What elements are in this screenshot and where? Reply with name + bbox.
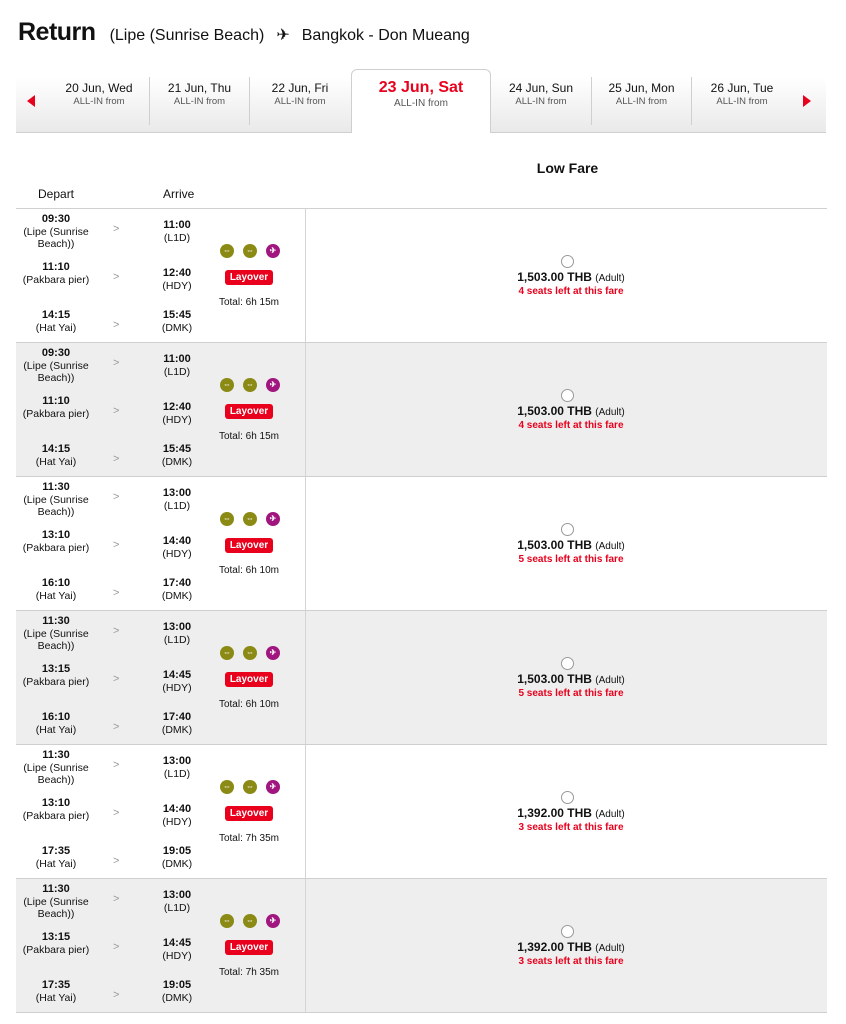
departure-place: (Lipe (Sunrise Beach)) — [23, 895, 89, 920]
departure-info — [18, 213, 94, 251]
fare-amount: 1,503.00 THB — [517, 404, 592, 418]
fare-passenger-type: (Adult) — [595, 943, 625, 954]
fare-passenger-type: (Adult) — [595, 541, 625, 552]
departure-time: 09:30 — [41, 213, 71, 225]
arrival-time: 13:00 — [162, 621, 192, 633]
arrival-code: (DMK) — [161, 455, 193, 468]
departure-place: (Hat Yai) — [35, 723, 77, 736]
origin-label: (Lipe (Sunrise Beach) — [109, 27, 265, 44]
departure-time: 11:30 — [42, 481, 70, 493]
date-tab-sub: ALL-IN from — [515, 96, 567, 107]
fare-radio-button[interactable] — [561, 925, 574, 938]
departure-time: 17:35 — [41, 979, 71, 991]
departure-info — [18, 261, 94, 286]
arrival-time: 14:40 — [162, 803, 192, 815]
departure-place: (Hat Yai) — [35, 321, 77, 334]
departure-info — [18, 883, 94, 921]
layover-badge[interactable]: Layover — [225, 672, 273, 687]
date-tab-label: 21 Jun, Thu — [167, 81, 232, 95]
arrival-time: 14:40 — [162, 535, 192, 547]
departure-info — [18, 749, 94, 787]
fare-radio-button[interactable] — [561, 791, 574, 804]
date-selector — [16, 69, 826, 133]
arrival-time: 13:00 — [162, 487, 192, 499]
boat-icon: ⇔ — [220, 646, 234, 660]
date-tab-25-jun[interactable] — [592, 77, 692, 125]
fare-passenger-type: (Adult) — [595, 809, 625, 820]
date-tab-24-jun[interactable] — [491, 77, 592, 125]
arrival-info — [156, 937, 198, 962]
arrival-info — [156, 669, 198, 694]
date-tab-label: 25 Jun, Mon — [608, 81, 675, 95]
fare-amount: 1,392.00 THB — [517, 806, 592, 820]
date-tab-sub: ALL-IN from — [274, 96, 326, 107]
arrival-code: (L1D) — [163, 633, 191, 646]
bus-icon: ⇔ — [243, 646, 257, 660]
arrival-code: (L1D) — [163, 365, 191, 378]
arrival-time: 17:40 — [162, 577, 192, 589]
transport-icons — [220, 378, 280, 392]
departure-place: (Hat Yai) — [35, 589, 77, 602]
arrival-code: (DMK) — [161, 723, 193, 736]
date-tab-label: 26 Jun, Tue — [710, 81, 774, 95]
date-tab-label: 22 Jun, Fri — [271, 81, 329, 95]
arrival-code: (HDY) — [162, 815, 192, 828]
page-title: Return — [18, 18, 96, 46]
departure-time: 14:15 — [41, 443, 71, 455]
boat-icon: ⇔ — [220, 378, 234, 392]
total-duration: Total: 6h 15m — [218, 297, 280, 308]
fare-amount: 1,392.00 THB — [517, 940, 592, 954]
total-duration: Total: 7h 35m — [218, 967, 280, 978]
transport-icons — [220, 780, 280, 794]
fare-passenger-type: (Adult) — [595, 407, 625, 418]
arrival-code: (HDY) — [162, 547, 192, 560]
fare-price — [456, 538, 686, 552]
bus-icon: ⇔ — [243, 914, 257, 928]
chevron-right-icon: > — [113, 453, 120, 465]
chevron-right-icon: > — [113, 587, 120, 599]
flight-details — [16, 611, 306, 744]
layover-badge[interactable]: Layover — [225, 940, 273, 955]
departure-time: 09:30 — [41, 347, 71, 359]
layover-badge[interactable]: Layover — [225, 806, 273, 821]
arrival-time: 11:00 — [163, 219, 191, 231]
chevron-right-icon: > — [113, 759, 120, 771]
departure-info — [18, 615, 94, 653]
arrival-code: (HDY) — [162, 413, 192, 426]
fare-passenger-type: (Adult) — [595, 273, 625, 284]
departure-place: (Lipe (Sunrise Beach)) — [23, 493, 89, 518]
flight-details — [16, 343, 306, 476]
fare-radio-button[interactable] — [561, 255, 574, 268]
date-tab-sub: ALL-IN from — [394, 98, 448, 109]
flight-details — [16, 879, 306, 1012]
arrival-info — [156, 487, 198, 512]
arrival-code: (DMK) — [161, 589, 193, 602]
chevron-right-icon: > — [113, 223, 120, 235]
departure-place: (Hat Yai) — [35, 991, 77, 1004]
departure-place: (Lipe (Sunrise Beach)) — [23, 225, 89, 250]
arrival-time: 12:40 — [162, 401, 192, 413]
chevron-right-icon: > — [113, 491, 120, 503]
fare-price — [456, 806, 686, 820]
arrival-time: 11:00 — [163, 353, 191, 365]
flight-icon: ✈ — [266, 780, 280, 794]
arrival-code: (DMK) — [161, 991, 193, 1004]
departure-place: (Pakbara pier) — [22, 541, 90, 554]
chevron-right-icon: > — [113, 539, 120, 551]
arrival-info — [156, 535, 198, 560]
date-tab-sub: ALL-IN from — [716, 96, 768, 107]
arrive-header: Arrive — [163, 187, 195, 201]
destination-label: Bangkok - Don Mueang — [301, 27, 470, 44]
fare-price — [456, 404, 686, 418]
flight-icon: ✈ — [266, 244, 280, 258]
date-tab-22-jun[interactable] — [250, 77, 350, 125]
arrival-info — [156, 755, 198, 780]
chevron-right-icon: > — [113, 855, 120, 867]
seats-left-notice: 4 seats left at this fare — [518, 286, 624, 297]
departure-place: (Pakbara pier) — [22, 809, 90, 822]
chevron-right-icon: > — [113, 625, 120, 637]
fare-passenger-type: (Adult) — [595, 675, 625, 686]
arrival-info — [156, 845, 198, 870]
departure-info — [18, 309, 94, 334]
boat-icon: ⇔ — [220, 512, 234, 526]
transport-icons — [220, 244, 280, 258]
departure-place: (Pakbara pier) — [22, 273, 90, 286]
flight-icon: ✈ — [266, 646, 280, 660]
arrival-time: 12:40 — [162, 267, 192, 279]
arrival-code: (DMK) — [161, 857, 193, 870]
arrival-info — [156, 889, 198, 914]
bus-icon: ⇔ — [243, 244, 257, 258]
arrival-info — [156, 443, 198, 468]
arrival-info — [156, 711, 198, 736]
chevron-right-icon: > — [113, 319, 120, 331]
total-duration: Total: 6h 10m — [218, 699, 280, 710]
next-date-arrow-icon[interactable] — [803, 95, 811, 107]
seats-left-notice: 5 seats left at this fare — [518, 554, 624, 565]
chevron-right-icon: > — [113, 271, 120, 283]
flight-row[interactable] — [16, 879, 827, 1013]
arrival-info — [156, 577, 198, 602]
flight-icon: ✈ — [266, 378, 280, 392]
fare-radio-button[interactable] — [561, 389, 574, 402]
date-tab-label: 24 Jun, Sun — [508, 81, 574, 95]
chevron-right-icon: > — [113, 941, 120, 953]
date-tab-sub: ALL-IN from — [73, 96, 125, 107]
departure-info — [18, 711, 94, 736]
arrival-info — [156, 353, 198, 378]
flight-row[interactable] — [16, 209, 827, 343]
departure-place: (Hat Yai) — [35, 455, 77, 468]
seats-left-notice: 3 seats left at this fare — [518, 822, 624, 833]
departure-time: 16:10 — [41, 577, 71, 589]
arrival-code: (HDY) — [162, 681, 192, 694]
arrival-time: 15:45 — [162, 443, 192, 455]
flight-row[interactable] — [16, 477, 827, 611]
date-tab-label: 20 Jun, Wed — [65, 81, 133, 95]
departure-time: 13:10 — [41, 529, 71, 541]
arrival-code: (HDY) — [162, 279, 192, 292]
departure-time: 11:10 — [42, 261, 70, 273]
layover-badge[interactable]: Layover — [225, 270, 273, 285]
arrival-info — [156, 219, 198, 244]
arrival-info — [156, 803, 198, 828]
fare-price — [456, 940, 686, 954]
departure-time: 13:15 — [41, 931, 71, 943]
transport-icons — [220, 646, 280, 660]
departure-place: (Lipe (Sunrise Beach)) — [23, 761, 89, 786]
boat-icon: ⇔ — [220, 780, 234, 794]
flight-row[interactable] — [16, 745, 827, 879]
flight-icon: ✈ — [266, 914, 280, 928]
departure-place: (Pakbara pier) — [22, 943, 90, 956]
fare-amount: 1,503.00 THB — [517, 538, 592, 552]
arrival-info — [156, 621, 198, 646]
arrival-code: (L1D) — [163, 499, 191, 512]
arrival-time: 14:45 — [162, 669, 192, 681]
departure-place: (Pakbara pier) — [22, 407, 90, 420]
departure-place: (Hat Yai) — [35, 857, 77, 870]
flight-details — [16, 477, 306, 610]
total-duration: Total: 6h 10m — [218, 565, 280, 576]
departure-place: (Pakbara pier) — [22, 675, 90, 688]
departure-info — [18, 481, 94, 519]
chevron-right-icon: > — [113, 989, 120, 1001]
low-fare-header: Low Fare — [536, 160, 599, 176]
departure-place: (Lipe (Sunrise Beach)) — [23, 627, 89, 652]
transport-icons — [220, 512, 280, 526]
arrival-time: 17:40 — [162, 711, 192, 723]
departure-info — [18, 979, 94, 1004]
seats-left-notice: 5 seats left at this fare — [518, 688, 624, 699]
chevron-right-icon: > — [113, 893, 120, 905]
departure-info — [18, 931, 94, 956]
layover-badge[interactable]: Layover — [225, 538, 273, 553]
arrival-code: (L1D) — [163, 231, 191, 244]
arrival-code: (L1D) — [163, 767, 191, 780]
departure-info — [18, 443, 94, 468]
bus-icon: ⇔ — [243, 378, 257, 392]
arrival-code: (L1D) — [163, 901, 191, 914]
arrival-time: 14:45 — [162, 937, 192, 949]
departure-info — [18, 797, 94, 822]
departure-time: 13:15 — [41, 663, 71, 675]
departure-time: 11:30 — [42, 749, 70, 761]
fare-radio-button[interactable] — [561, 657, 574, 670]
arrival-code: (DMK) — [161, 321, 193, 334]
total-duration: Total: 6h 15m — [218, 431, 280, 442]
date-tab-sub: ALL-IN from — [615, 96, 668, 107]
date-tab-21-jun[interactable] — [150, 77, 250, 125]
prev-date-arrow-icon[interactable] — [27, 95, 35, 107]
chevron-right-icon: > — [113, 721, 120, 733]
seats-left-notice: 4 seats left at this fare — [518, 420, 624, 431]
seats-left-notice: 3 seats left at this fare — [518, 956, 624, 967]
plane-icon: ✈ — [276, 27, 290, 44]
departure-time: 11:10 — [42, 395, 70, 407]
departure-time: 11:30 — [42, 883, 70, 895]
flight-icon: ✈ — [266, 512, 280, 526]
arrival-info — [156, 401, 198, 426]
arrival-time: 15:45 — [162, 309, 192, 321]
layover-badge[interactable]: Layover — [225, 404, 273, 419]
boat-icon: ⇔ — [220, 244, 234, 258]
bus-icon: ⇔ — [243, 512, 257, 526]
page-header — [18, 18, 470, 48]
transport-icons — [220, 914, 280, 928]
fare-price — [456, 270, 686, 284]
departure-place: (Lipe (Sunrise Beach)) — [23, 359, 89, 384]
fare-radio-button[interactable] — [561, 523, 574, 536]
arrival-time: 19:05 — [162, 845, 192, 857]
arrival-time: 13:00 — [162, 755, 192, 767]
fare-amount: 1,503.00 THB — [517, 270, 592, 284]
boat-icon: ⇔ — [220, 914, 234, 928]
chevron-right-icon: > — [113, 357, 120, 369]
fare-amount: 1,503.00 THB — [517, 672, 592, 686]
date-tab-26-jun[interactable] — [692, 77, 792, 125]
departure-info — [18, 529, 94, 554]
departure-info — [18, 577, 94, 602]
chevron-right-icon: > — [113, 807, 120, 819]
arrival-time: 13:00 — [162, 889, 192, 901]
date-tab-label: 23 Jun, Sat — [378, 79, 464, 96]
date-tab-20-jun[interactable] — [49, 77, 150, 125]
departure-info — [18, 395, 94, 420]
departure-info — [18, 347, 94, 385]
departure-info — [18, 845, 94, 870]
flight-details — [16, 209, 306, 342]
bus-icon: ⇔ — [243, 780, 257, 794]
arrival-info — [156, 309, 198, 334]
arrival-code: (HDY) — [162, 949, 192, 962]
chevron-right-icon: > — [113, 673, 120, 685]
arrival-info — [156, 979, 198, 1004]
flight-row[interactable] — [16, 611, 827, 745]
fare-price — [456, 672, 686, 686]
flight-details — [16, 745, 306, 878]
departure-time: 11:30 — [42, 615, 70, 627]
total-duration: Total: 7h 35m — [218, 833, 280, 844]
date-tab-23-jun-selected[interactable] — [351, 69, 491, 133]
depart-header: Depart — [38, 187, 75, 201]
departure-time: 13:10 — [41, 797, 71, 809]
departure-time: 16:10 — [41, 711, 71, 723]
departure-info — [18, 663, 94, 688]
chevron-right-icon: > — [113, 405, 120, 417]
arrival-info — [156, 267, 198, 292]
departure-time: 14:15 — [41, 309, 71, 321]
date-tab-sub: ALL-IN from — [173, 96, 226, 107]
arrival-time: 19:05 — [162, 979, 192, 991]
flight-row[interactable] — [16, 343, 827, 477]
departure-time: 17:35 — [41, 845, 71, 857]
